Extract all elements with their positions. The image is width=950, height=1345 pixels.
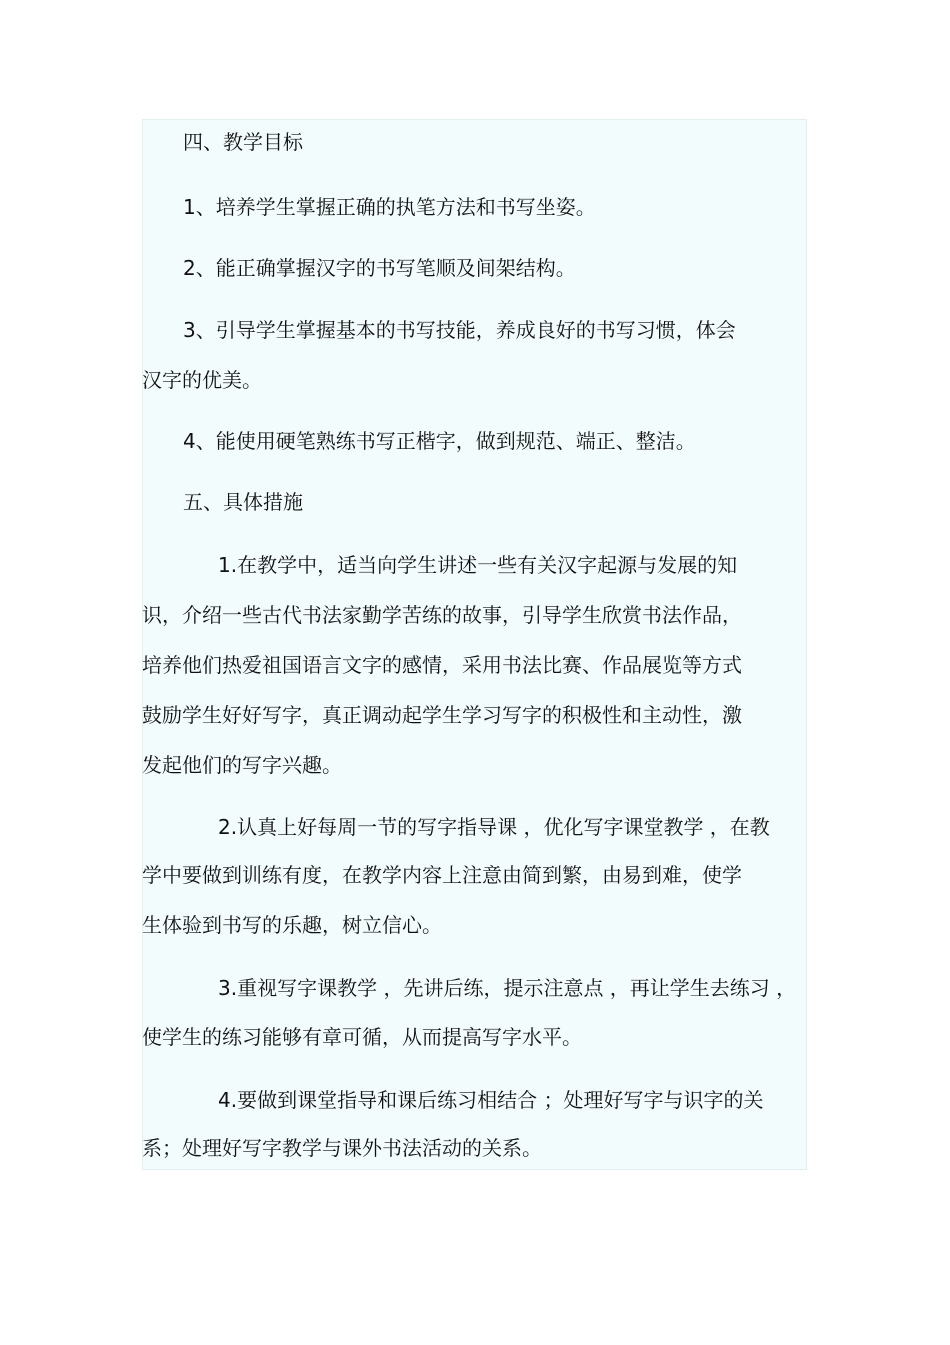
goal-item-3-line-2: 汉字的优美。 bbox=[142, 368, 262, 392]
measure-3-line-2: 使学生的练习能够有章可循，从而提高写字水平。 bbox=[142, 1025, 582, 1049]
goal-item-2: 2、能正确掌握汉字的书写笔顺及间架结构。 bbox=[183, 256, 576, 280]
measure-1-line-5: 发起他们的写字兴趣。 bbox=[142, 753, 342, 777]
measure-4-line-2: 系；处理好写字教学与课外书法活动的关系。 bbox=[142, 1136, 542, 1160]
section-heading-goals: 四、教学目标 bbox=[183, 130, 303, 154]
measure-1-line-4: 鼓励学生好好写字，真正调动起学生学习写字的积极性和主动性，激 bbox=[142, 703, 742, 727]
measure-2-line-2: 学中要做到训练有度，在教学内容上注意由简到繁，由易到难，使学 bbox=[142, 863, 742, 887]
goal-item-1: 1、培养学生掌握正确的执笔方法和书写坐姿。 bbox=[183, 195, 596, 219]
goal-item-4: 4、能使用硬笔熟练书写正楷字，做到规范、端正、整洁。 bbox=[183, 429, 696, 453]
measure-3-line-1: 3.重视写字课教学 ，先讲后练，提示注意点 ，再让学生去练习 ， bbox=[218, 976, 797, 1000]
measure-1-line-2: 识，介绍一些古代书法家勤学苦练的故事，引导学生欣赏书法作品， bbox=[142, 603, 742, 627]
goal-item-3-line-1: 3、引导学生掌握基本的书写技能，养成良好的书写习惯，体会 bbox=[183, 318, 736, 342]
measure-2-line-1: 2.认真上好每周一节的写字指导课 ，优化写字课堂教学 ，在教 bbox=[218, 815, 770, 839]
measure-1-line-3: 培养他们热爱祖国语言文字的感情，采用书法比赛、作品展览等方式 bbox=[142, 653, 742, 677]
measure-1-line-1: 1.在教学中，适当向学生讲述一些有关汉字起源与发展的知 bbox=[218, 553, 738, 577]
measure-4-line-1: 4.要做到课堂指导和课后练习相结合 ；处理好写字与识字的关 bbox=[218, 1088, 764, 1112]
measure-2-line-3: 生体验到书写的乐趣，树立信心。 bbox=[142, 913, 442, 937]
section-heading-measures: 五、具体措施 bbox=[183, 490, 303, 514]
